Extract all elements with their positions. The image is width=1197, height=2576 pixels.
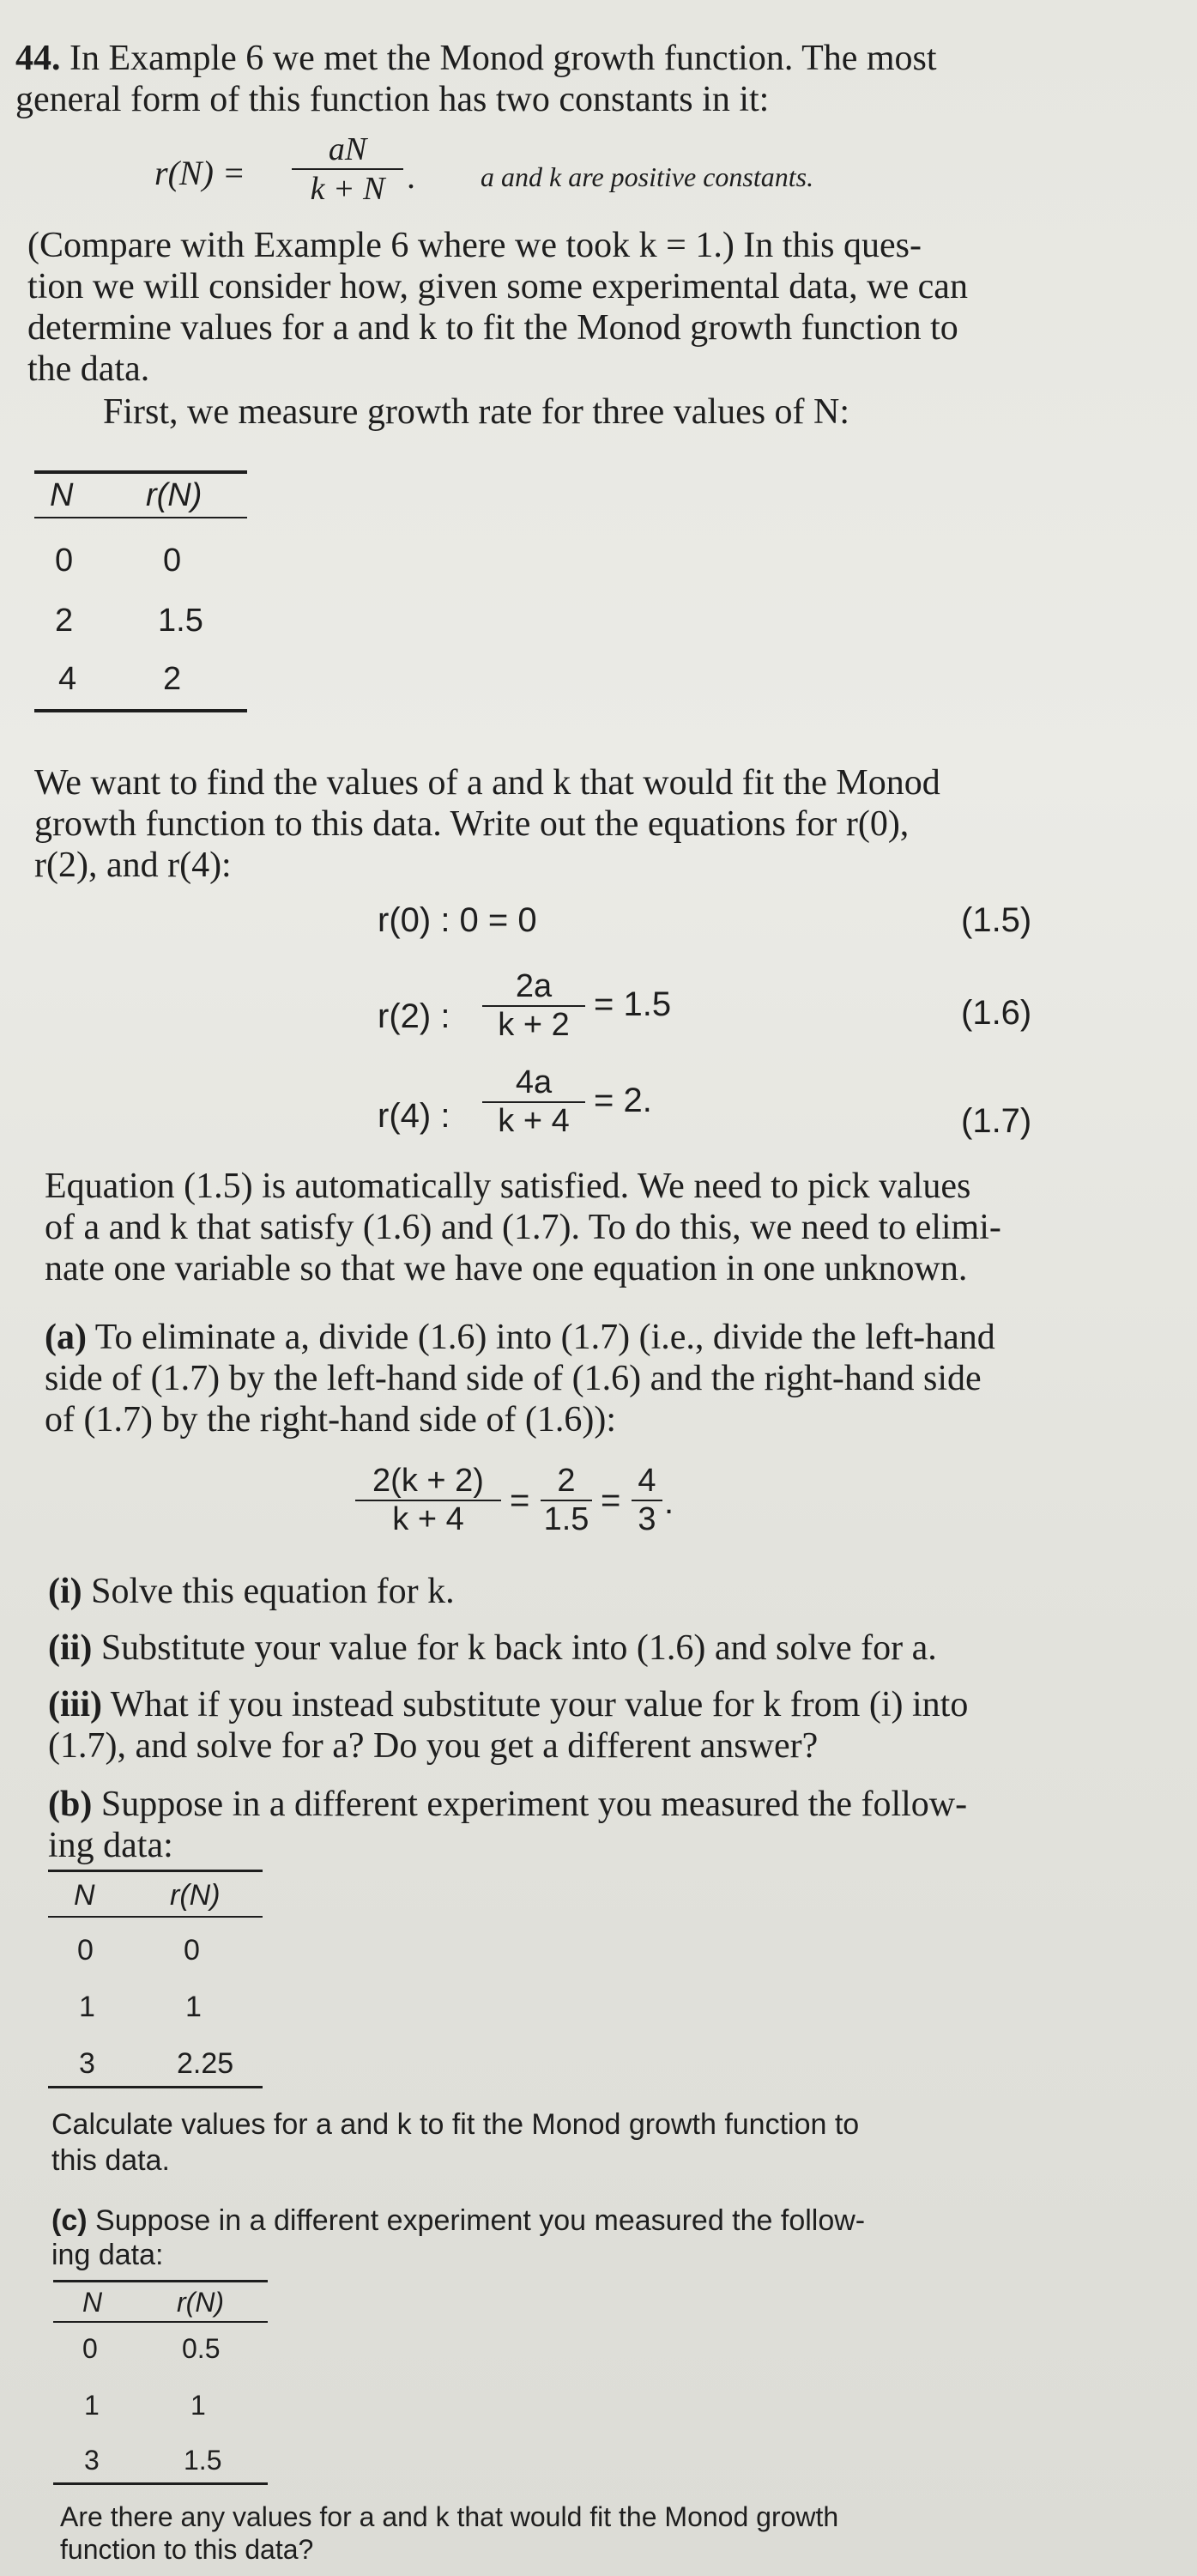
part-b-line2: ing data: xyxy=(48,1826,173,1865)
table-b-cell: 0 xyxy=(77,1934,94,1967)
part-a-ii xyxy=(48,1627,937,1669)
table-c-cell: 3 xyxy=(84,2445,100,2476)
intro-text-1: In Example 6 we met the Monod growth function. The most xyxy=(70,39,937,78)
part-a-eq-period: . xyxy=(664,1483,674,1521)
part-c-line2: ing data: xyxy=(51,2239,164,2271)
eq17-denominator: k + 4 xyxy=(482,1101,585,1140)
table-b-cell: 0 xyxy=(184,1934,200,1967)
part-a-line1 xyxy=(45,1317,995,1358)
problem-number: 44. xyxy=(15,39,61,78)
part-a-iii-text1: What if you instead substitute your value for k from (i) into xyxy=(110,1685,969,1724)
part-a-i xyxy=(48,1571,455,1612)
part-b-text1: Suppose in a different experiment you measured the follow- xyxy=(100,1785,968,1824)
part-a-eq-fraction3 xyxy=(632,1463,662,1538)
part-a-eq-fraction2 xyxy=(541,1463,592,1538)
table-b-bottom-rule xyxy=(48,2086,263,2088)
table-b-cell: 1 xyxy=(79,1991,95,2023)
constants-note: a and k are positive constants. xyxy=(481,161,814,192)
para2-line3: determine values for a and k to fit the Monod growth function to xyxy=(27,308,958,348)
para4-line3: r(2), and r(4): xyxy=(34,846,232,885)
table-c-header-rn: r(N) xyxy=(177,2287,225,2318)
part-a-line3: of (1.7) by the right-hand side of (1.6)): xyxy=(45,1400,616,1440)
table1-cell: 2 xyxy=(163,661,182,697)
part-c-after-line1: Are there any values for a and k that would fit the Monod growth xyxy=(60,2501,839,2532)
part-a-line2: side of (1.7) by the left-hand side of (1.6) and the right-hand side xyxy=(45,1359,982,1398)
equation-1-7-fraction xyxy=(482,1064,585,1140)
table-b-cell: 1 xyxy=(185,1991,202,2023)
table1-header-rule xyxy=(34,517,247,518)
equation-1-6-fraction xyxy=(482,968,585,1044)
part-c-after-line2: function to this data? xyxy=(60,2534,314,2565)
equation-1-7-rhs: = 2. xyxy=(594,1082,652,1119)
part-a-iii-label: (iii) xyxy=(48,1685,102,1724)
part-a-eq-num3: 4 xyxy=(638,1463,656,1499)
part-c-text1: Suppose in a different experiment you measured the follow- xyxy=(95,2204,866,2237)
part-a-i-label: (i) xyxy=(48,1572,82,1611)
table-b-header-n: N xyxy=(74,1879,95,1912)
equation-1-6-lhs: r(2) : xyxy=(378,997,450,1035)
problem-intro-line1 xyxy=(15,38,937,79)
part-a-eq-den1: k + 4 xyxy=(355,1500,501,1538)
para2-line1: (Compare with Example 6 where we took k = 1.) In this ques- xyxy=(27,226,922,265)
table-c-cell: 0 xyxy=(82,2333,98,2364)
equation-label-1-7: (1.7) xyxy=(961,1102,1032,1140)
para5-line1: Equation (1.5) is automatically satisfied. We need to pick values xyxy=(45,1167,971,1206)
eq16-denominator: k + 2 xyxy=(482,1005,585,1044)
part-b-line1 xyxy=(48,1784,967,1825)
part-a-eq-den2: 1.5 xyxy=(541,1500,592,1538)
table-b-cell: 3 xyxy=(79,2047,95,2080)
table-c-cell: 1 xyxy=(190,2390,206,2421)
equation-label-1-6: (1.6) xyxy=(961,994,1032,1032)
table-b-top-rule xyxy=(48,1870,263,1872)
problem-intro-line2: general form of this function has two constants in it: xyxy=(15,80,770,119)
table-c-bottom-rule xyxy=(53,2482,268,2485)
table-c-cell: 1 xyxy=(84,2390,100,2421)
part-a-iii-line2: (1.7), and solve for a? Do you get a different answer? xyxy=(48,1726,819,1766)
formula-fraction xyxy=(292,130,403,208)
table1-header-n: N xyxy=(50,477,74,513)
formula-lhs: r(N) = xyxy=(154,154,245,192)
table-c-cell: 1.5 xyxy=(184,2445,222,2476)
para5-line2: of a and k that satisfy (1.6) and (1.7). To do this, we need to elimi- xyxy=(45,1208,1001,1247)
para5-line3: nate one variable so that we have one equation in one unknown. xyxy=(45,1249,968,1288)
para4-line1: We want to find the values of a and k that would fit the Monod xyxy=(34,763,940,803)
table-b-header-rn: r(N) xyxy=(170,1879,221,1912)
part-a-ii-text: Substitute your value for k back into (1.6) and solve for a. xyxy=(100,1628,937,1668)
part-a-i-text: Solve this equation for k. xyxy=(91,1572,455,1611)
part-a-text1: To eliminate a, divide (1.6) into (1.7) (i.e., divide the left-hand xyxy=(94,1318,995,1357)
table1-cell: 0 xyxy=(163,542,182,579)
part-b-label: (b) xyxy=(48,1785,93,1824)
para4-line2: growth function to this data. Write out the equations for r(0), xyxy=(34,804,910,844)
para3: First, we measure growth rate for three values of N: xyxy=(103,392,850,432)
part-c-label: (c) xyxy=(51,2204,88,2237)
table1-cell: 1.5 xyxy=(158,603,203,639)
part-a-ii-label: (ii) xyxy=(48,1628,93,1668)
para2-line4: the data. xyxy=(27,349,150,389)
table1-top-rule xyxy=(34,470,247,474)
part-a-eq-num1: 2(k + 2) xyxy=(372,1463,484,1499)
table-c-top-rule xyxy=(53,2280,268,2282)
part-a-eq-fraction1 xyxy=(355,1463,501,1538)
formula-numerator: aN xyxy=(328,131,367,167)
equation-1-5: r(0) : 0 = 0 xyxy=(378,901,537,939)
part-b-after-line1: Calculate values for a and k to fit the Monod growth function to xyxy=(51,2108,860,2141)
table-b-header-rule xyxy=(48,1916,263,1918)
part-b-after-line2: this data. xyxy=(51,2144,170,2177)
equation-1-6-rhs: = 1.5 xyxy=(594,985,672,1023)
formula-period: . xyxy=(407,157,415,196)
table-c-cell: 0.5 xyxy=(182,2333,221,2364)
table1-bottom-rule xyxy=(34,709,247,712)
para2-line2: tion we will consider how, given some experimental data, we can xyxy=(27,267,968,306)
table1-cell: 0 xyxy=(55,542,74,579)
part-a-eq-den3: 3 xyxy=(632,1500,662,1538)
table1-cell: 4 xyxy=(58,661,77,697)
formula-denominator: k + N xyxy=(292,168,403,208)
table-c-header-rule xyxy=(53,2321,268,2323)
equation-1-7-lhs: r(4) : xyxy=(378,1097,450,1135)
equation-label-1-5: (1.5) xyxy=(961,901,1032,939)
part-a-label: (a) xyxy=(45,1318,87,1357)
part-a-eq-equals2: = xyxy=(601,1482,621,1519)
part-c-line1 xyxy=(51,2204,865,2238)
table1-cell: 2 xyxy=(55,603,74,639)
eq16-numerator: 2a xyxy=(515,968,553,1004)
table1-header-rn: r(N) xyxy=(146,477,203,513)
part-a-eq-equals1: = xyxy=(510,1482,530,1519)
part-a-iii-line1 xyxy=(48,1684,968,1725)
part-a-eq-num2: 2 xyxy=(557,1463,576,1499)
table-c-header-n: N xyxy=(82,2287,103,2318)
table-b-cell: 2.25 xyxy=(177,2047,234,2080)
eq17-numerator: 4a xyxy=(515,1064,553,1100)
